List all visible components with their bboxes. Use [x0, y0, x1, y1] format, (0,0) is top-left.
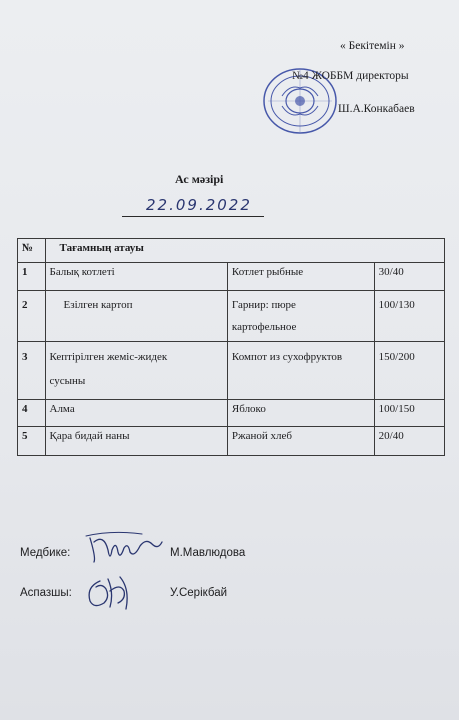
table-row: [18, 400, 445, 427]
menu-title: Ас мәзірі: [175, 172, 224, 186]
portion: 100/130: [374, 291, 444, 342]
cook-name: У.Серікбай: [170, 587, 228, 599]
dish-kazakh: Қара бидай наны: [45, 427, 227, 456]
dish-russian: Ржаной хлеб: [227, 427, 374, 456]
table-row: [18, 291, 445, 342]
approval-position: №4 ЖОББМ директоры: [292, 70, 409, 82]
menu-date-block: [122, 196, 264, 222]
nurse-label: Медбике:: [20, 547, 71, 559]
cook-label: Аспазшы:: [20, 587, 72, 599]
dish-kazakh-line2: сусыны: [49, 375, 86, 387]
menu-date: 22.09.2022: [146, 196, 252, 214]
dish-kazakh: [45, 342, 227, 400]
row-number: 4: [18, 400, 46, 427]
dish-kazakh-line1: Кептірілген жеміс-жидек: [49, 351, 168, 363]
dish-kazakh: Алма: [45, 400, 227, 427]
row-number: 3: [18, 342, 46, 400]
table-row: [18, 342, 445, 400]
row-number: 2: [18, 291, 46, 342]
row-number: 5: [18, 427, 46, 456]
table-row: [18, 427, 445, 456]
approval-title: « Бекітемін »: [340, 40, 405, 52]
portion: 30/40: [374, 263, 444, 291]
dish-russian-line2: картофельное: [231, 321, 297, 333]
dish-kazakh-text: Езілген картоп: [63, 299, 133, 311]
dish-kazakh: Балық котлеті: [45, 263, 227, 291]
row-number: 1: [18, 263, 46, 291]
table-header-row: [18, 239, 445, 263]
nurse-signature-icon: [82, 528, 167, 568]
portion: 100/150: [374, 400, 444, 427]
approval-director-name: Ш.А.Конкабаев: [338, 103, 415, 115]
dish-russian-line1: Гарнир: пюре: [231, 299, 296, 311]
nurse-name: М.Мавлюдова: [170, 547, 246, 559]
dish-russian: [227, 291, 374, 342]
portion: 20/40: [374, 427, 444, 456]
date-underline: [122, 216, 264, 217]
dish-kazakh: [45, 291, 227, 342]
dish-russian: Яблоко: [227, 400, 374, 427]
header-dish-name-text: Тағамның атауы: [59, 242, 144, 254]
menu-table: [17, 238, 445, 456]
portion: 150/200: [374, 342, 444, 400]
header-dish-name: [45, 239, 445, 263]
table-row: [18, 263, 445, 291]
dish-russian: Котлет рыбные: [227, 263, 374, 291]
dish-russian: Компот из сухофруктов: [227, 342, 374, 400]
cook-signature-icon: [80, 573, 135, 613]
header-number: №: [18, 239, 46, 263]
